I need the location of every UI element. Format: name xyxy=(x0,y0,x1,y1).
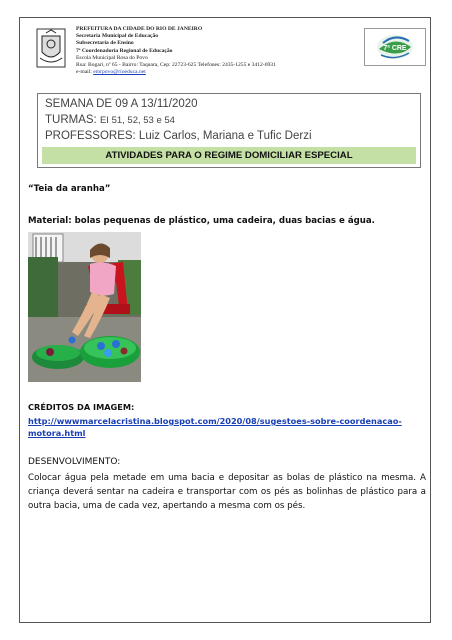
classes-value: EI 51, 52, 53 e 54 xyxy=(99,115,175,126)
letterhead xyxy=(30,24,424,80)
email-link[interactable]: emrpovo@rioeduca.net xyxy=(93,69,146,76)
cre-logo-text: 7ª CRE xyxy=(383,45,407,52)
title-box xyxy=(37,93,421,168)
teachers-line: PROFESSORES: Luiz Carlos, Mariana e Tufic Derzi xyxy=(45,130,312,142)
header-line-5: Escola Municipal Rosa do Povo xyxy=(76,54,148,61)
header-line-2: Secretaria Municipal de Educação xyxy=(76,33,159,40)
activity-photo xyxy=(28,232,141,382)
letterhead-text xyxy=(76,26,336,76)
classes-label: TURMAS: xyxy=(45,114,97,126)
credits-label: CRÉDITOS DA IMAGEM: xyxy=(28,402,135,412)
development-label: DESENVOLVIMENTO: xyxy=(28,457,121,467)
activity-title: “Teia da aranha” xyxy=(28,184,111,194)
development-text: Colocar água pela metade em uma bacia e depositar as bolas de plástico na mesma. A criança deverá sentar na cadeira e transportar com os pés as bolinhas de plástico para a outra bacia, uma de cada vez, apertando a mesma com os pés. xyxy=(28,473,426,511)
header-line-1: PREFEITURA DA CIDADE DO RIO DE JANEIRO xyxy=(76,26,203,32)
material-line: Material: bolas pequenas de plástico, uma cadeira, duas bacias e água. xyxy=(28,216,375,226)
email-label: e-mail: xyxy=(76,69,92,76)
credits-link[interactable]: http://wwwmarcelacristina.blogspot.com/2020/08/sugestoes-sobre-coordenacao-motora.html xyxy=(28,416,402,438)
header-line-3: Subsecretaria de Ensino xyxy=(76,40,134,47)
header-email-row xyxy=(76,69,336,76)
header-line-4: 7ª Coordenadoria Regional de Educação xyxy=(76,47,173,54)
classes-line xyxy=(45,114,175,126)
city-crest-icon xyxy=(36,28,66,68)
week-line: SEMANA DE 09 A 13/11/2020 xyxy=(45,98,198,110)
cre-logo xyxy=(364,28,426,66)
activity-banner: ATIVIDADES PARA O REGIME DOMICILIAR ESPECIAL xyxy=(42,147,416,164)
header-line-6: Rua: Bogari, nº 65 - Bairro: Taquara, Cep: 22723-625 Telefones: 2435-1255 e 3412-6931 xyxy=(76,62,276,69)
cre-logo-icon xyxy=(365,29,425,65)
